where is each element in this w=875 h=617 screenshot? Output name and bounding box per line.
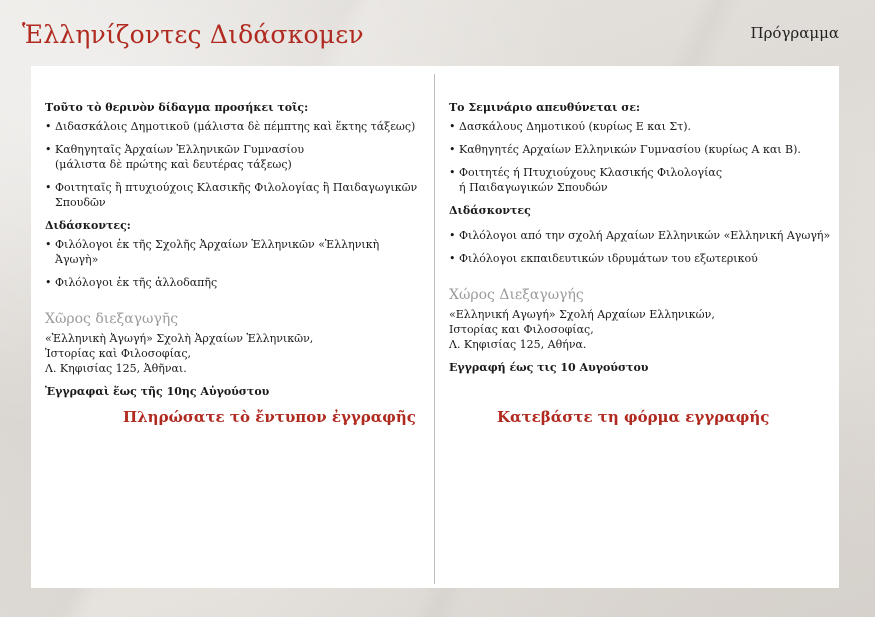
teachers-heading: Διδάσκοντες: <box>45 219 131 232</box>
column-divider <box>434 74 435 584</box>
audience-heading: Τοῦτο τὸ θερινὸν δίδαγμα προσήκει τοῖς: <box>45 101 309 114</box>
venue-title: Χῶρος διεξαγωγῆς <box>45 311 179 327</box>
list-item: • Φιλόλογοι εκπαιδευτικών ιδρυμάτων του εξωτερικού <box>449 251 834 266</box>
list-item: • Φοιτηταῖς ἢ πτυχιούχοις Κλασικῆς Φιλολογίας ἢ Παιδαγωγικῶν Σπουδῶν <box>45 180 425 210</box>
teachers-heading: Διδάσκοντες <box>449 204 531 217</box>
list-item: • Καθηγητές Αρχαίων Ελληνικών Γυμνασίου (κυρίως Α και Β). <box>449 142 834 157</box>
content-card <box>31 66 839 588</box>
list-item: • Φιλόλογοι ἐκ τῆς Σχολῆς Ἀρχαίων Ἑλληνικῶν «Ἑλληνικὴ Ἀγωγὴ» <box>45 237 425 267</box>
monotonic-column <box>449 100 834 375</box>
list-item: • Φιλόλογοι από την σχολή Αρχαίων Ελληνικών «Ελληνική Αγωγή» <box>449 228 834 243</box>
page-title: Ἑλληνίζοντες Διδάσκομεν <box>22 20 364 49</box>
list-item: • Δασκάλους Δημοτικού (κυρίως Ε και Στ). <box>449 119 834 134</box>
polytonic-column <box>45 100 425 399</box>
registration-deadline: Εγγραφή έως τις 10 Αυγούστου <box>449 361 649 374</box>
venue-address: «Ελληνική Αγωγή» Σχολή Αρχαίων Ελληνικών, Ιστορίας και Φιλοσοφίας, Λ. Κηφισίας 125, Αθήνα. <box>449 308 715 351</box>
list-item: • Φοιτητές ή Πτυχιούχους Κλασικής Φιλολογίας ή Παιδαγωγικών Σπουδών <box>449 165 834 195</box>
program-link[interactable]: Πρόγραμμα <box>750 24 839 42</box>
audience-heading: Το Σεμινάριο απευθύνεται σε: <box>449 101 641 114</box>
venue-address: «Ἑλληνικὴ Ἀγωγή» Σχολὴ Ἀρχαίων Ἑλληνικῶν, Ἱστορίας καὶ Φιλοσοφίας, Λ. Κηφισίας 125, Ἀθῆναι. <box>45 332 314 375</box>
list-item: • Φιλόλογοι ἐκ τῆς ἀλλοδαπῆς <box>45 275 425 290</box>
venue-title: Χώρος Διεξαγωγής <box>449 287 584 303</box>
teachers-list <box>449 228 834 266</box>
audience-list <box>45 119 425 210</box>
fill-registration-form-link[interactable]: Πληρώσατε τὸ ἔντυπον ἐγγραφῆς <box>123 408 416 426</box>
registration-deadline: Ἐγγραφαὶ ἕως τῆς 10ης Αὐγούστου <box>45 385 270 398</box>
audience-list <box>449 119 834 195</box>
teachers-list <box>45 237 425 290</box>
download-registration-form-link[interactable]: Κατεβάστε τη φόρμα εγγραφής <box>497 408 770 426</box>
list-item: • Διδασκάλοις Δημοτικοῦ (μάλιστα δὲ πέμπτης καὶ ἕκτης τάξεως) <box>45 119 425 134</box>
list-item: • Καθηγηταῖς Ἀρχαίων Ἑλληνικῶν Γυμνασίου (μάλιστα δὲ πρώτης καὶ δευτέρας τάξεως) <box>45 142 425 172</box>
